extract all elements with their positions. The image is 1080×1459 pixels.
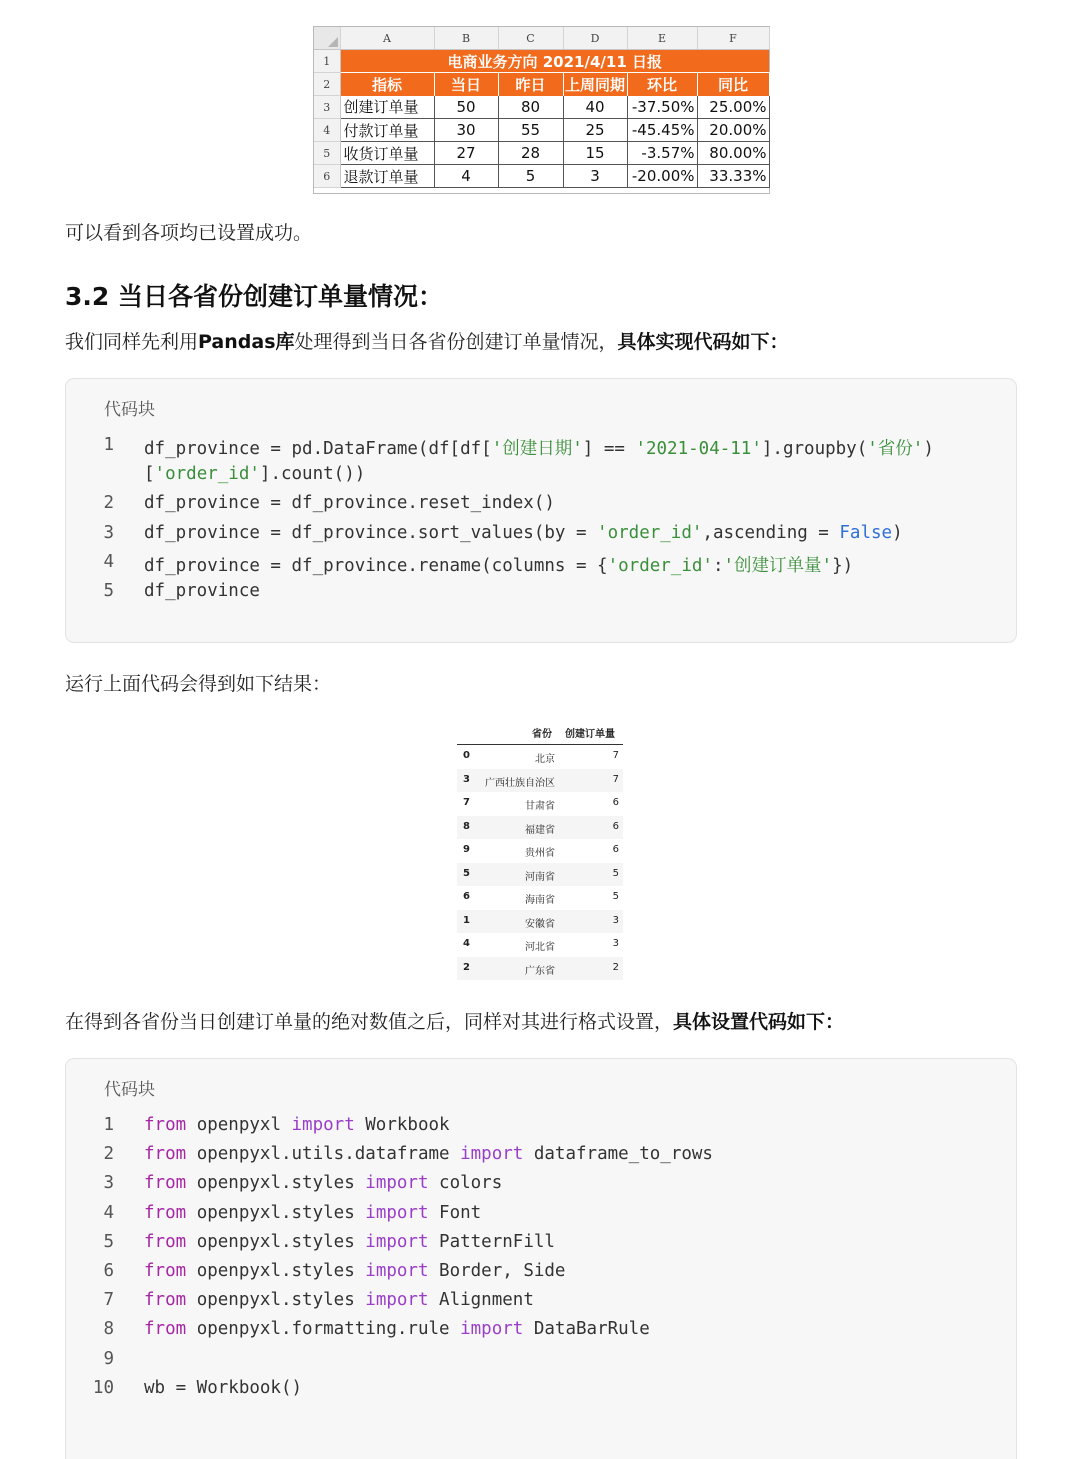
dataframe-header-orders: 创建订单量 xyxy=(565,729,615,740)
code-token: ) xyxy=(892,522,903,543)
dataframe-order-count: 5 xyxy=(612,867,619,879)
row-number[interactable]: 4 xyxy=(314,119,340,142)
col-header[interactable]: A xyxy=(340,27,434,50)
dataframe-order-count: 2 xyxy=(612,961,619,973)
excel-cell[interactable]: 30 xyxy=(434,119,498,142)
excel-title-cell[interactable]: 电商业务方向 2021/4/11 日报 xyxy=(340,50,769,73)
code-token: import xyxy=(291,1115,355,1135)
code-line xyxy=(66,1232,1016,1261)
code-token: ] == xyxy=(582,439,636,459)
paragraph-run-result: 运行上面代码会得到如下结果： xyxy=(65,673,332,695)
dataframe-row xyxy=(457,933,623,957)
excel-data-row xyxy=(314,142,769,165)
code-line xyxy=(66,1115,1016,1144)
code-text xyxy=(144,1290,534,1310)
col-header[interactable]: E xyxy=(627,27,697,50)
code-line xyxy=(66,1203,1016,1232)
dataframe-order-count: 6 xyxy=(612,797,619,808)
text-span: 在得到各省份当日创建订单量的绝对数值之后，同样对其进行格式设置， xyxy=(65,1011,674,1033)
excel-cell[interactable]: 退款订单量 xyxy=(340,165,434,188)
line-number: 1 xyxy=(103,1115,114,1135)
code-token: from xyxy=(144,1173,187,1194)
dataframe-province: 安徽省 xyxy=(525,918,555,930)
code-text xyxy=(144,1378,302,1398)
code-line xyxy=(66,523,1016,552)
dataframe-row xyxy=(457,816,623,840)
line-number: 5 xyxy=(103,580,114,601)
code-token: from xyxy=(144,1115,187,1135)
code-token: wb = Workbook() xyxy=(144,1377,303,1398)
code-text xyxy=(144,464,365,484)
excel-cell[interactable]: 收货订单量 xyxy=(340,142,434,165)
row-number[interactable]: 6 xyxy=(314,165,340,188)
dataframe-order-count: 6 xyxy=(612,820,619,832)
excel-cell[interactable]: 25 xyxy=(563,119,627,142)
dataframe-province: 甘肃省 xyxy=(525,801,555,812)
code-line xyxy=(66,1349,1016,1378)
code-token: '创建日期' xyxy=(491,439,583,459)
code-text xyxy=(144,552,853,577)
excel-cell[interactable]: 80 xyxy=(498,96,563,119)
code-token: from xyxy=(144,1144,187,1165)
dataframe-province: 北京 xyxy=(535,754,555,765)
dataframe-row xyxy=(457,863,623,887)
row-number[interactable]: 5 xyxy=(314,142,340,165)
dataframe-index: 9 xyxy=(463,844,470,855)
excel-header-cell[interactable]: 昨日 xyxy=(498,73,563,96)
line-number: 6 xyxy=(103,1260,114,1281)
dataframe-header-province: 省份 xyxy=(532,729,552,740)
code-line xyxy=(66,435,1016,464)
code-token: from xyxy=(144,1290,187,1311)
code-text xyxy=(144,1173,502,1193)
line-number: 2 xyxy=(103,493,114,514)
dataframe-province: 福建省 xyxy=(525,824,555,836)
excel-cell[interactable]: 28 xyxy=(498,142,563,165)
code-line xyxy=(66,493,1016,522)
dataframe-index: 7 xyxy=(463,797,470,808)
excel-header-cell[interactable]: 当日 xyxy=(434,73,498,96)
dataframe-index: 8 xyxy=(463,820,470,832)
code-block-title: 代码块 xyxy=(104,1080,155,1100)
paragraph-pandas-intro xyxy=(65,327,789,354)
code-token: openpyxl xyxy=(186,1115,292,1135)
row-number[interactable]: 2 xyxy=(314,73,340,96)
col-header[interactable]: F xyxy=(697,27,769,50)
code-token: colors xyxy=(428,1173,503,1194)
dataframe-row xyxy=(457,839,623,863)
dataframe-row xyxy=(457,910,623,934)
dataframe-index: 0 xyxy=(463,750,470,761)
code-token: import xyxy=(365,1202,429,1223)
text-span: 处理得到当日各省份创建订单量情况， xyxy=(294,331,618,353)
excel-cell[interactable]: -45.45% xyxy=(627,119,697,142)
excel-cell[interactable]: 33.33% xyxy=(697,165,769,188)
dataframe-province: 广东省 xyxy=(525,965,555,977)
code-token: openpyxl.styles xyxy=(186,1260,366,1281)
dataframe-rows xyxy=(457,745,623,980)
excel-header-cell[interactable]: 环比 xyxy=(627,73,697,96)
code-text xyxy=(144,1115,450,1135)
code-token: 'order_id' xyxy=(154,464,260,485)
excel-cell[interactable]: 40 xyxy=(563,96,627,119)
col-header[interactable]: D xyxy=(563,27,627,50)
code-token: DataBarRule xyxy=(523,1319,650,1340)
dataframe-province: 广西壮族自治区 xyxy=(485,777,555,789)
code-lines[interactable] xyxy=(66,1115,1016,1407)
code-lines[interactable] xyxy=(66,435,1016,610)
code-token: dataframe_to_rows xyxy=(523,1144,713,1165)
dataframe-index: 2 xyxy=(463,961,470,973)
excel-data-row xyxy=(314,96,769,119)
code-text xyxy=(144,435,934,460)
excel-cell[interactable]: -37.50% xyxy=(627,96,697,119)
dataframe-result-table xyxy=(457,720,623,980)
line-number: 4 xyxy=(103,551,114,572)
code-token: openpyxl.styles xyxy=(186,1231,366,1252)
dataframe-row xyxy=(457,792,623,816)
code-token: import xyxy=(365,1173,429,1194)
code-line xyxy=(66,1378,1016,1407)
code-token: False xyxy=(839,522,893,543)
text-span: 我们同样先利用 xyxy=(65,331,199,353)
bold-span: Pandas库 xyxy=(198,331,295,353)
code-line xyxy=(66,581,1016,610)
excel-data-row xyxy=(314,119,769,142)
excel-header-cell[interactable]: 指标 xyxy=(340,73,434,96)
code-token: openpyxl.styles xyxy=(186,1173,366,1194)
excel-cell[interactable]: 80.00% xyxy=(697,142,769,165)
code-token: openpyxl.formatting.rule xyxy=(186,1319,461,1340)
code-text xyxy=(144,1261,565,1281)
excel-column-header-row xyxy=(314,27,769,50)
code-token: df_province = pd.DataFrame(df[df[ xyxy=(144,439,492,459)
code-token: from xyxy=(144,1260,187,1281)
line-number: 8 xyxy=(103,1319,114,1340)
excel-cell[interactable]: 55 xyxy=(498,119,563,142)
code-line xyxy=(66,552,1016,581)
excel-screenshot xyxy=(313,26,770,194)
code-token: import xyxy=(365,1290,429,1311)
dataframe-province: 河南省 xyxy=(525,871,555,883)
dataframe-province: 海南省 xyxy=(525,895,555,906)
code-block-openpyxl[interactable] xyxy=(65,1058,1017,1459)
code-token: df_province xyxy=(144,580,260,601)
code-token: 'order_id' xyxy=(597,522,703,543)
code-token: import xyxy=(460,1144,524,1165)
excel-cell[interactable]: 25.00% xyxy=(697,96,769,119)
excel-cell[interactable]: 付款订单量 xyxy=(340,119,434,142)
paragraph-settings-success: 可以看到各项均已设置成功。 xyxy=(65,222,313,244)
code-token: : xyxy=(712,555,724,576)
line-number: 10 xyxy=(92,1377,114,1398)
code-token: df_province = df_province.reset_index() xyxy=(144,493,555,514)
code-block-title: 代码块 xyxy=(104,400,155,420)
code-text xyxy=(144,1319,650,1339)
excel-cell[interactable]: 5 xyxy=(498,165,563,188)
code-token: ].groupby( xyxy=(761,439,868,459)
code-token: Alignment xyxy=(428,1290,534,1311)
excel-cell[interactable]: -3.57% xyxy=(627,142,697,165)
dataframe-header-row xyxy=(457,720,623,745)
line-number: 9 xyxy=(103,1348,114,1369)
code-line xyxy=(66,1173,1016,1202)
code-line xyxy=(66,464,1016,493)
excel-cell[interactable]: -20.00% xyxy=(627,165,697,188)
dataframe-order-count: 6 xyxy=(612,844,619,855)
excel-header-cell[interactable]: 上周同期 xyxy=(563,73,627,96)
dataframe-order-count: 5 xyxy=(612,891,619,902)
col-header[interactable]: C xyxy=(498,27,563,50)
dataframe-row xyxy=(457,886,623,910)
excel-header-cell[interactable]: 同比 xyxy=(697,73,769,96)
code-text xyxy=(144,581,260,601)
code-token: from xyxy=(144,1231,187,1252)
code-line xyxy=(66,1144,1016,1173)
code-token: Border, Side xyxy=(428,1260,566,1281)
excel-table xyxy=(314,27,770,188)
dataframe-row xyxy=(457,745,623,769)
dataframe-province: 河北省 xyxy=(525,942,555,953)
code-text xyxy=(144,523,903,543)
dataframe-order-count: 3 xyxy=(612,938,619,949)
line-number: 3 xyxy=(103,522,114,543)
excel-cell[interactable]: 3 xyxy=(563,165,627,188)
excel-cell[interactable]: 27 xyxy=(434,142,498,165)
excel-title-row xyxy=(314,50,769,73)
excel-cell[interactable]: 创建订单量 xyxy=(340,96,434,119)
code-token: df_province = df_province.sort_values(by = xyxy=(144,522,598,543)
excel-header-row xyxy=(314,73,769,96)
excel-cell[interactable]: 20.00% xyxy=(697,119,769,142)
code-token: '创建订单量' xyxy=(723,555,833,576)
code-line xyxy=(66,1319,1016,1348)
dataframe-index: 5 xyxy=(463,867,470,879)
row-number[interactable]: 1 xyxy=(314,50,340,73)
dataframe-province: 贵州省 xyxy=(525,848,555,859)
code-token: openpyxl.styles xyxy=(186,1202,366,1223)
dataframe-index: 3 xyxy=(463,773,470,785)
excel-data-row xyxy=(314,165,769,188)
code-token: 'order_id' xyxy=(607,555,713,576)
section-heading: 3.2 当日各省份创建订单量情况： xyxy=(65,282,443,311)
excel-cell[interactable]: 15 xyxy=(563,142,627,165)
code-text xyxy=(144,1232,555,1252)
code-token: [ xyxy=(144,464,155,485)
dataframe-order-count: 7 xyxy=(612,750,619,761)
bold-span: 具体设置代码如下： xyxy=(673,1011,845,1033)
select-all-corner[interactable] xyxy=(314,27,340,50)
bold-span: 具体实现代码如下： xyxy=(617,331,789,353)
code-token: df_province = df_province.rename(columns = { xyxy=(144,555,608,576)
code-token: Workbook xyxy=(354,1115,450,1135)
code-text xyxy=(144,493,555,513)
line-number: 2 xyxy=(103,1144,114,1165)
code-token: import xyxy=(365,1231,429,1252)
dataframe-index: 4 xyxy=(463,938,470,949)
excel-cell[interactable]: 4 xyxy=(434,165,498,188)
paragraph-format-intro xyxy=(65,1007,844,1034)
code-token: import xyxy=(460,1319,524,1340)
line-number: 5 xyxy=(103,1231,114,1252)
line-number: 4 xyxy=(103,1202,114,1223)
dataframe-order-count: 7 xyxy=(612,773,619,785)
dataframe-row xyxy=(457,769,623,793)
code-line xyxy=(66,1290,1016,1319)
code-token: openpyxl.styles xyxy=(186,1290,366,1311)
code-token: ) xyxy=(923,439,934,459)
dataframe-index: 6 xyxy=(463,891,470,902)
dataframe-index: 1 xyxy=(463,914,470,926)
excel-cell[interactable]: 50 xyxy=(434,96,498,119)
code-token: Font xyxy=(428,1202,482,1223)
code-block-pandas[interactable] xyxy=(65,378,1017,643)
line-number: 7 xyxy=(103,1290,114,1311)
code-token: ,ascending = xyxy=(702,522,840,543)
code-token: }) xyxy=(832,555,854,576)
dataframe-row xyxy=(457,957,623,981)
code-text xyxy=(144,1203,481,1223)
code-line xyxy=(66,1261,1016,1290)
col-header[interactable]: B xyxy=(434,27,498,50)
code-token: from xyxy=(144,1202,187,1223)
code-text xyxy=(144,1144,713,1164)
code-token: from xyxy=(144,1319,187,1340)
line-number: 1 xyxy=(103,435,114,455)
code-token: '2021-04-11' xyxy=(635,439,762,459)
code-token: '省份' xyxy=(867,439,924,459)
code-token: import xyxy=(365,1260,429,1281)
code-token: openpyxl.utils.dataframe xyxy=(186,1144,461,1165)
line-number: 3 xyxy=(103,1173,114,1194)
code-token: PatternFill xyxy=(428,1231,555,1252)
dataframe-order-count: 3 xyxy=(612,914,619,926)
row-number[interactable]: 3 xyxy=(314,96,340,119)
code-token: ].count()) xyxy=(259,464,366,485)
